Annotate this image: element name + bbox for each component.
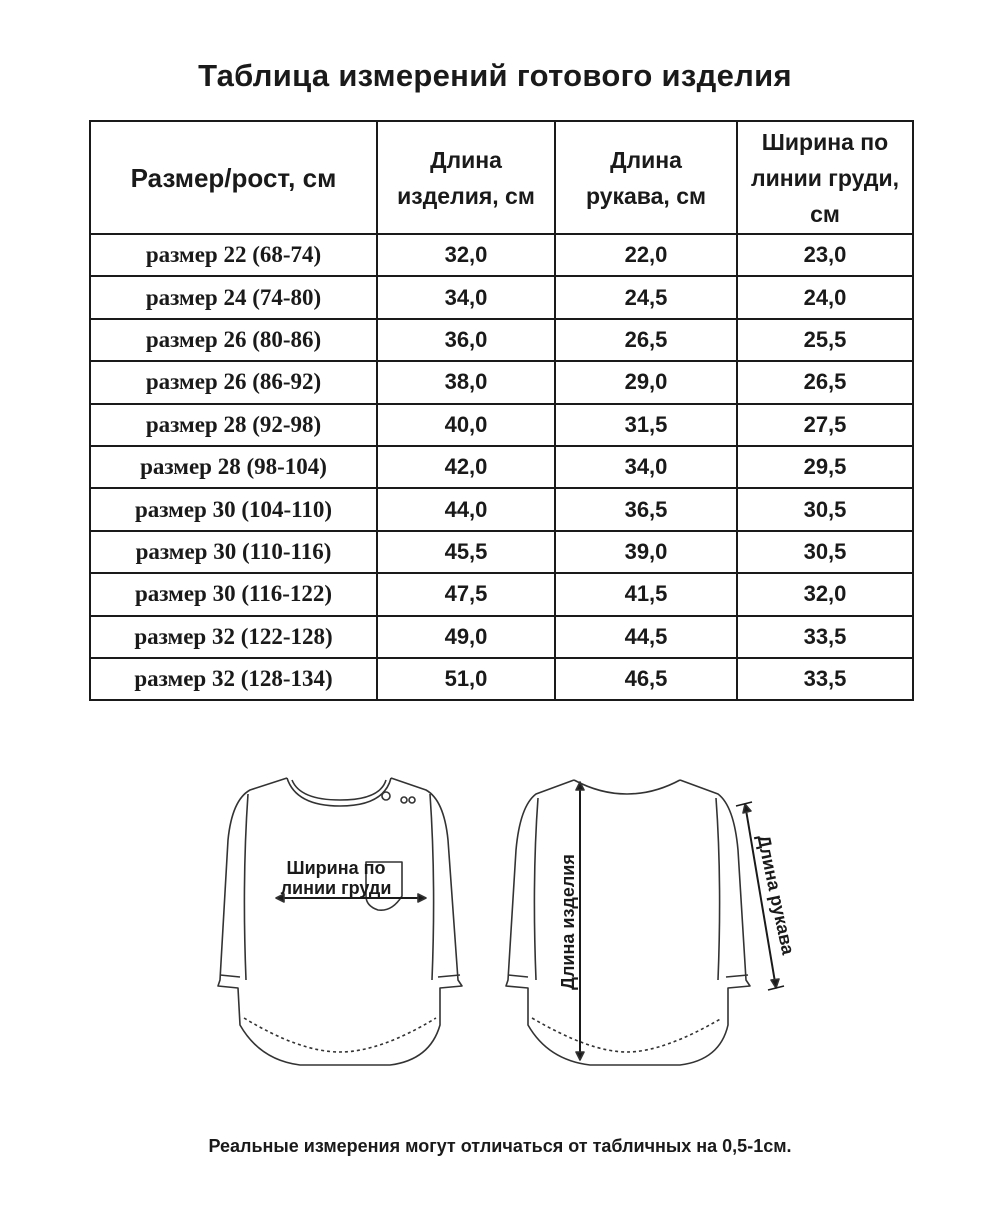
cell-length: 47,5 [377,573,555,615]
cell-chest: 30,5 [737,531,913,573]
header-size-label: Размер/рост, см [130,162,337,193]
cell-chest: 33,5 [737,658,913,700]
table-row [90,573,913,615]
cell-sleeve: 44,5 [555,616,737,658]
cell-chest: 30,5 [737,488,913,530]
footnote: Реальные измерения могут отличаться от табличных на 0,5-1см. [208,1136,792,1156]
table-row [90,446,913,488]
cell-size: размер 30 (110-116) [90,531,377,573]
cell-sleeve: 39,0 [555,531,737,573]
table-row [90,531,913,573]
length-label: Длина изделия [558,854,578,990]
chest-label-line1: Ширина по [286,858,386,878]
table-header-row [90,121,913,234]
cell-chest: 26,5 [737,361,913,403]
header-sleeve [555,121,737,234]
cell-size: размер 26 (80-86) [90,319,377,361]
cell-length: 45,5 [377,531,555,573]
header-length-line2: изделия, см [397,182,535,209]
cell-sleeve: 46,5 [555,658,737,700]
cell-length: 51,0 [377,658,555,700]
header-chest [737,121,913,234]
cell-sleeve: 31,5 [555,404,737,446]
sleeve-label: Длина рукава [753,833,799,957]
garment-diagram [0,760,1000,1100]
garment-sketch [0,760,1000,1100]
table-row [90,234,913,276]
table-row [90,488,913,530]
header-chest-line1: Ширина по [761,128,889,155]
header-length [377,121,555,234]
cell-chest: 33,5 [737,616,913,658]
cell-size: размер 28 (98-104) [90,446,377,488]
front-shirt-outline [218,778,462,1065]
cell-size: размер 30 (104-110) [90,488,377,530]
cell-chest: 29,5 [737,446,913,488]
header-length-line1: Длина [430,146,502,173]
header-chest-line3: см [810,200,840,227]
header-sleeve-line1: Длина [610,146,682,173]
cell-size: размер 32 (128-134) [90,658,377,700]
cell-size: размер 24 (74-80) [90,276,377,318]
back-shirt-outline [506,780,750,1065]
header-size [90,121,377,234]
table-row [90,658,913,700]
cell-sleeve: 29,0 [555,361,737,403]
cell-chest: 24,0 [737,276,913,318]
cell-sleeve: 34,0 [555,446,737,488]
cell-chest: 25,5 [737,319,913,361]
cell-size: размер 30 (116-122) [90,573,377,615]
table-row [90,361,913,403]
cell-chest: 27,5 [737,404,913,446]
cell-size: размер 26 (86-92) [90,361,377,403]
size-table [89,120,914,701]
cell-size: размер 32 (122-128) [90,616,377,658]
chest-label-line2: линии груди [280,878,392,898]
cell-sleeve: 26,5 [555,319,737,361]
table-row [90,276,913,318]
cell-sleeve: 41,5 [555,573,737,615]
cell-length: 34,0 [377,276,555,318]
cell-size: размер 22 (68-74) [90,234,377,276]
cell-chest: 32,0 [737,573,913,615]
cell-sleeve: 36,5 [555,488,737,530]
cell-length: 42,0 [377,446,555,488]
cell-length: 32,0 [377,234,555,276]
page-title: Таблица измерений готового изделия [198,58,792,93]
cell-size: размер 28 (92-98) [90,404,377,446]
header-sleeve-line2: рукава, см [585,182,707,209]
cell-length: 38,0 [377,361,555,403]
cell-length: 36,0 [377,319,555,361]
cell-length: 49,0 [377,616,555,658]
table-row [90,319,913,361]
header-chest-line2: линии груди, [751,164,899,191]
cell-length: 44,0 [377,488,555,530]
cell-sleeve: 22,0 [555,234,737,276]
table-row [90,616,913,658]
table-row [90,404,913,446]
cell-length: 40,0 [377,404,555,446]
cell-sleeve: 24,5 [555,276,737,318]
cell-chest: 23,0 [737,234,913,276]
